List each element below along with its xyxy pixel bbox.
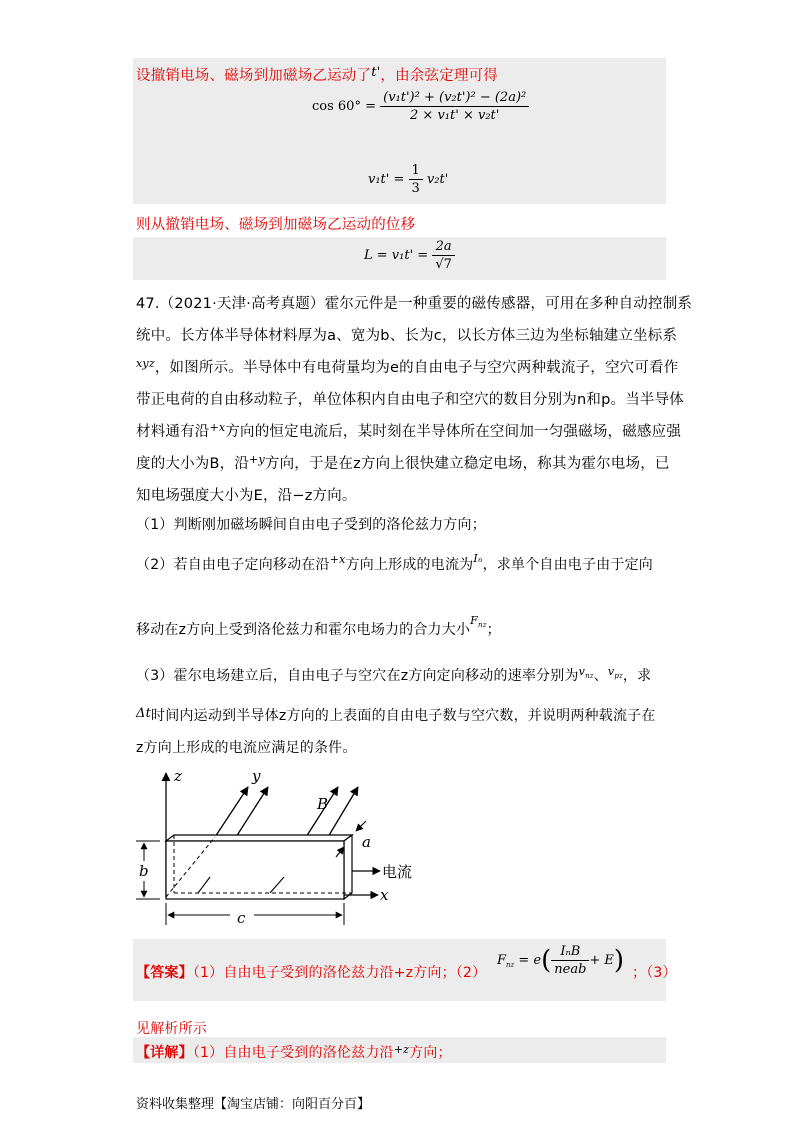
problem-text-2: 统中。长方体半导体材料厚为a、宽为b、长为c，以长方体三边为坐标轴建立坐标系 xyxy=(136,328,678,344)
q2-text-e: ，求单个自由电子由于定向 xyxy=(482,557,653,573)
L-numerator: 2a xyxy=(432,239,455,256)
force-fraction xyxy=(551,944,589,977)
answer-text-3: 见解析所示 xyxy=(136,1021,207,1037)
q3-text-g: 时间内运动到半导体z方向的上表面的自由电子数与空穴数，并说明两种载流子在 xyxy=(151,708,656,724)
v-rhs: v₂t' xyxy=(426,172,449,187)
z-axis-label: z xyxy=(174,767,182,785)
q2-force-F: F xyxy=(470,614,478,627)
solution-text-end: ，由余弦定理可得 xyxy=(380,68,499,84)
box-top-face xyxy=(166,835,352,841)
solution-var: t' xyxy=(371,65,381,80)
problem-text-7: 知电场强度大小为E，沿−z方向。 xyxy=(136,488,357,504)
question-2-line-1 xyxy=(136,552,653,574)
problem-text-4: 带正电荷的自由移动粒子，单位体积内自由电子和空穴的数目分别为n和p。当半导体 xyxy=(136,392,684,408)
q2-text-f: 移动在z方向上受到洛伦兹力和霍尔电场力的合力大小 xyxy=(136,622,471,638)
answer-text-1: （1）自由电子受到的洛伦兹力沿+z方向；（2） xyxy=(192,965,487,981)
problem-line-5 xyxy=(136,420,681,441)
question-2-line-2 xyxy=(136,614,501,639)
problem-line-7 xyxy=(136,484,357,505)
problem-text-6c: 方向，于是在z方向上很快建立稳定电场，称其为霍尔电场，已 xyxy=(264,456,670,472)
L-denominator: √7 xyxy=(435,257,452,272)
c-label: c xyxy=(237,909,246,927)
solution-text-2: 则从撤销电场、磁场到加磁场乙运动的位移 xyxy=(136,217,416,233)
problem-line-3 xyxy=(136,356,678,377)
dir-plus-x: +x xyxy=(209,421,226,434)
x-axis-label: x xyxy=(380,886,389,904)
problem-line-4 xyxy=(136,388,684,409)
box-front-face xyxy=(166,841,344,899)
q3-text-a: （3）霍尔电场建立后，自由电子与空穴在z方向定向移动的速率分别为 xyxy=(136,668,579,684)
a-arrow-top xyxy=(356,821,366,831)
detail-tag: 【详解】 xyxy=(136,1045,193,1061)
question-3-line-2 xyxy=(136,705,656,725)
q3-text-c: 、 xyxy=(593,668,608,684)
force-eq-e: = e xyxy=(518,953,542,968)
force-denominator: neab xyxy=(554,962,587,977)
footer: 资料收集整理【淘宝店铺：向阳百分百】 xyxy=(136,1097,371,1112)
force-numerator: IₙB xyxy=(551,944,589,961)
solution-line-1 xyxy=(136,64,498,85)
cos-numerator: (v₁t')² + (v₂t')² − (2a)² xyxy=(380,90,529,107)
problem-text-6a: 度的大小为B，沿 xyxy=(136,456,250,472)
solution-text: 设撤销电场、磁场到加磁场乙运动了 xyxy=(136,68,372,84)
current-label: 电流 xyxy=(382,863,413,881)
q2-text-c: 方向上形成的电流为 xyxy=(345,557,474,573)
problem-line-6 xyxy=(136,452,670,473)
answer-tag: 【答案】 xyxy=(136,965,193,981)
detail-line xyxy=(136,1042,452,1062)
v-numerator: 1 xyxy=(409,163,423,180)
problem-line-1 xyxy=(136,292,692,313)
force-equation xyxy=(497,944,624,977)
q3-vnz xyxy=(579,665,594,678)
v-fraction xyxy=(409,163,423,196)
solution-line-2 xyxy=(136,213,415,234)
q3-delta-t: Δt xyxy=(136,706,152,721)
L-lhs: L = v₁t' = xyxy=(364,248,429,263)
y-arrow-2 xyxy=(236,787,268,837)
question-3-line-3 xyxy=(136,737,357,757)
force-paren-close: ) xyxy=(613,945,625,976)
problem-text-1: 霍尔元件是一种重要的磁传感器，可用在多种自动控制系 xyxy=(324,296,693,312)
problem-number: 47. xyxy=(136,296,160,312)
L-fraction xyxy=(432,239,455,272)
B-label: B xyxy=(317,795,329,813)
q3-vnz-v: v xyxy=(578,665,586,678)
problem-line-2 xyxy=(136,324,677,345)
problem-text-3: ，如图所示。半导体中有电荷量均为e的自由电子与空穴两种载流子，空穴可看作 xyxy=(154,360,679,376)
y-axis-label: y xyxy=(252,767,261,785)
q3-vpz-sub: pz xyxy=(614,672,623,680)
q2-text-a: （2）若自由电子定向移动在沿 xyxy=(136,557,330,573)
q3-vpz-v: v xyxy=(607,665,615,678)
q3-text-e: ，求 xyxy=(622,668,652,684)
force-sub: nz xyxy=(506,961,515,969)
b-label: b xyxy=(139,862,149,880)
velocity-equation xyxy=(368,163,448,196)
q2-current-In: Iₙ xyxy=(473,552,483,565)
coord-xyz: xyz xyxy=(136,357,155,370)
question-1-text: （1）判断刚加磁场瞬间自由电子受到的洛伦兹力方向； xyxy=(136,517,486,533)
problem-text-5a: 材料通有沿 xyxy=(136,424,210,440)
cos-fraction xyxy=(380,90,529,123)
a-label: a xyxy=(362,833,371,851)
v-denominator: 3 xyxy=(411,181,420,196)
q3-vpz xyxy=(608,665,623,678)
y-axis xyxy=(215,787,248,837)
problem-source: （2021·天津·高考真题） xyxy=(159,296,325,312)
force-plus-E: + E xyxy=(589,953,614,968)
answer-line-2 xyxy=(136,1018,207,1038)
q2-text-h: ； xyxy=(486,622,501,638)
displacement-equation xyxy=(364,239,455,272)
dir-plus-y: +y xyxy=(249,453,265,466)
question-3-line-1 xyxy=(136,665,651,685)
cosine-equation xyxy=(312,90,529,123)
hall-element-figure xyxy=(130,765,420,935)
answer-text-2: ；（3） xyxy=(632,965,677,981)
question-1 xyxy=(136,514,486,534)
box-right-face xyxy=(344,835,352,899)
detail-text-a: （1）自由电子受到的洛伦兹力沿 xyxy=(192,1045,394,1061)
answer-line xyxy=(136,962,486,982)
force-paren-open: ( xyxy=(541,945,552,976)
detail-plus-z: +z xyxy=(393,1043,410,1056)
q2-force-sub: nz xyxy=(478,621,487,629)
q2-plus-x: +x xyxy=(329,553,346,566)
q3-text-h: z方向上形成的电流应满足的条件。 xyxy=(136,740,357,756)
q3-vnz-sub: nz xyxy=(585,672,594,680)
q2-force xyxy=(470,614,486,627)
cos-lhs: cos 60° = xyxy=(312,99,376,114)
cos-denominator: 2 × v₁t' × v₂t' xyxy=(410,108,500,123)
answer-end xyxy=(632,962,677,982)
force-F: F xyxy=(497,953,507,968)
v-lhs: v₁t' = xyxy=(368,172,405,187)
problem-text-5c: 方向的恒定电流后，某时刻在半导体所在空间加一匀强磁场，磁感应强 xyxy=(225,424,682,440)
detail-text-c: 方向； xyxy=(409,1045,452,1061)
